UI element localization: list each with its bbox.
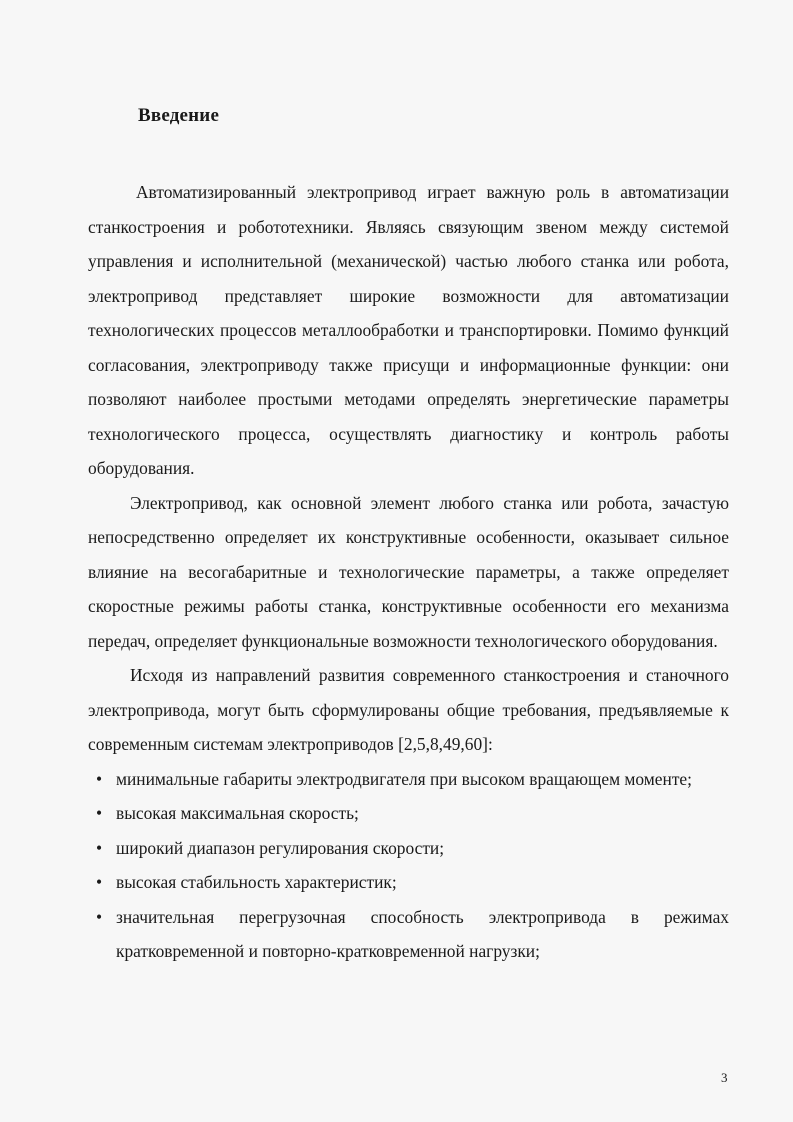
list-item-text: минимальные габариты электродвигателя при высоком вращающем моменте;: [116, 768, 692, 789]
list-item: [96, 796, 729, 831]
list-item-text: значительная перегрузочная способность электропривода в режимах кратковременной и повторно-кратковременной нагрузки;: [116, 906, 729, 961]
bullet-icon: •: [96, 837, 103, 858]
list-item: [96, 900, 729, 969]
paragraph-influence: Электропривод, как основной элемент любого станка или робота, зачастую непосредственно определяет их конструктивные особенности, оказывает сильное влияние на весогабаритные и технологические параметры, а также определяет скоростные режимы работы станка, конструктивные особенности его механизма передач, определяет функциональные возможности технологического оборудования.: [88, 492, 729, 651]
list-item-text: высокая максимальная скорость;: [116, 803, 359, 823]
bullet-icon: •: [96, 768, 103, 789]
page-number: 3: [721, 1070, 728, 1085]
paragraph-intro: Автоматизированный электропривод играет важную роль в автоматизации станкостроения и робототехники. Являясь связующим звеном между системой управления и исполнительной (механической) частью любого станка или робота, электропривод представляет широкие возможности для автоматизации технологических процессов металлообработки и транспортировки. Помимо функций согласования, электроприводу также присущи и информационные функции: они позволяют наиболее простыми методами определять энергетические параметры технологического процесса, осуществлять диагностику и контроль работы оборудования.: [88, 182, 729, 478]
bullet-icon: •: [96, 872, 103, 892]
requirements-list: [88, 762, 729, 969]
body-text: [88, 175, 729, 969]
section-heading: Введение: [138, 105, 220, 126]
list-item: [96, 865, 729, 900]
list-item-text: высокая стабильность характеристик;: [116, 872, 397, 892]
list-item: [96, 762, 729, 797]
paragraph-requirements-lead: Исходя из направлений развития современного станкостроения и станочного электропривода, могут быть сформулированы общие требования, предъявляемые к современным системам электроприводов [2,5,8,49,60]:: [88, 665, 729, 754]
bullet-icon: •: [96, 803, 103, 823]
list-item-text: широкий диапазон регулирования скорости;: [116, 837, 445, 858]
list-item: [96, 831, 729, 866]
bullet-icon: •: [96, 906, 103, 927]
